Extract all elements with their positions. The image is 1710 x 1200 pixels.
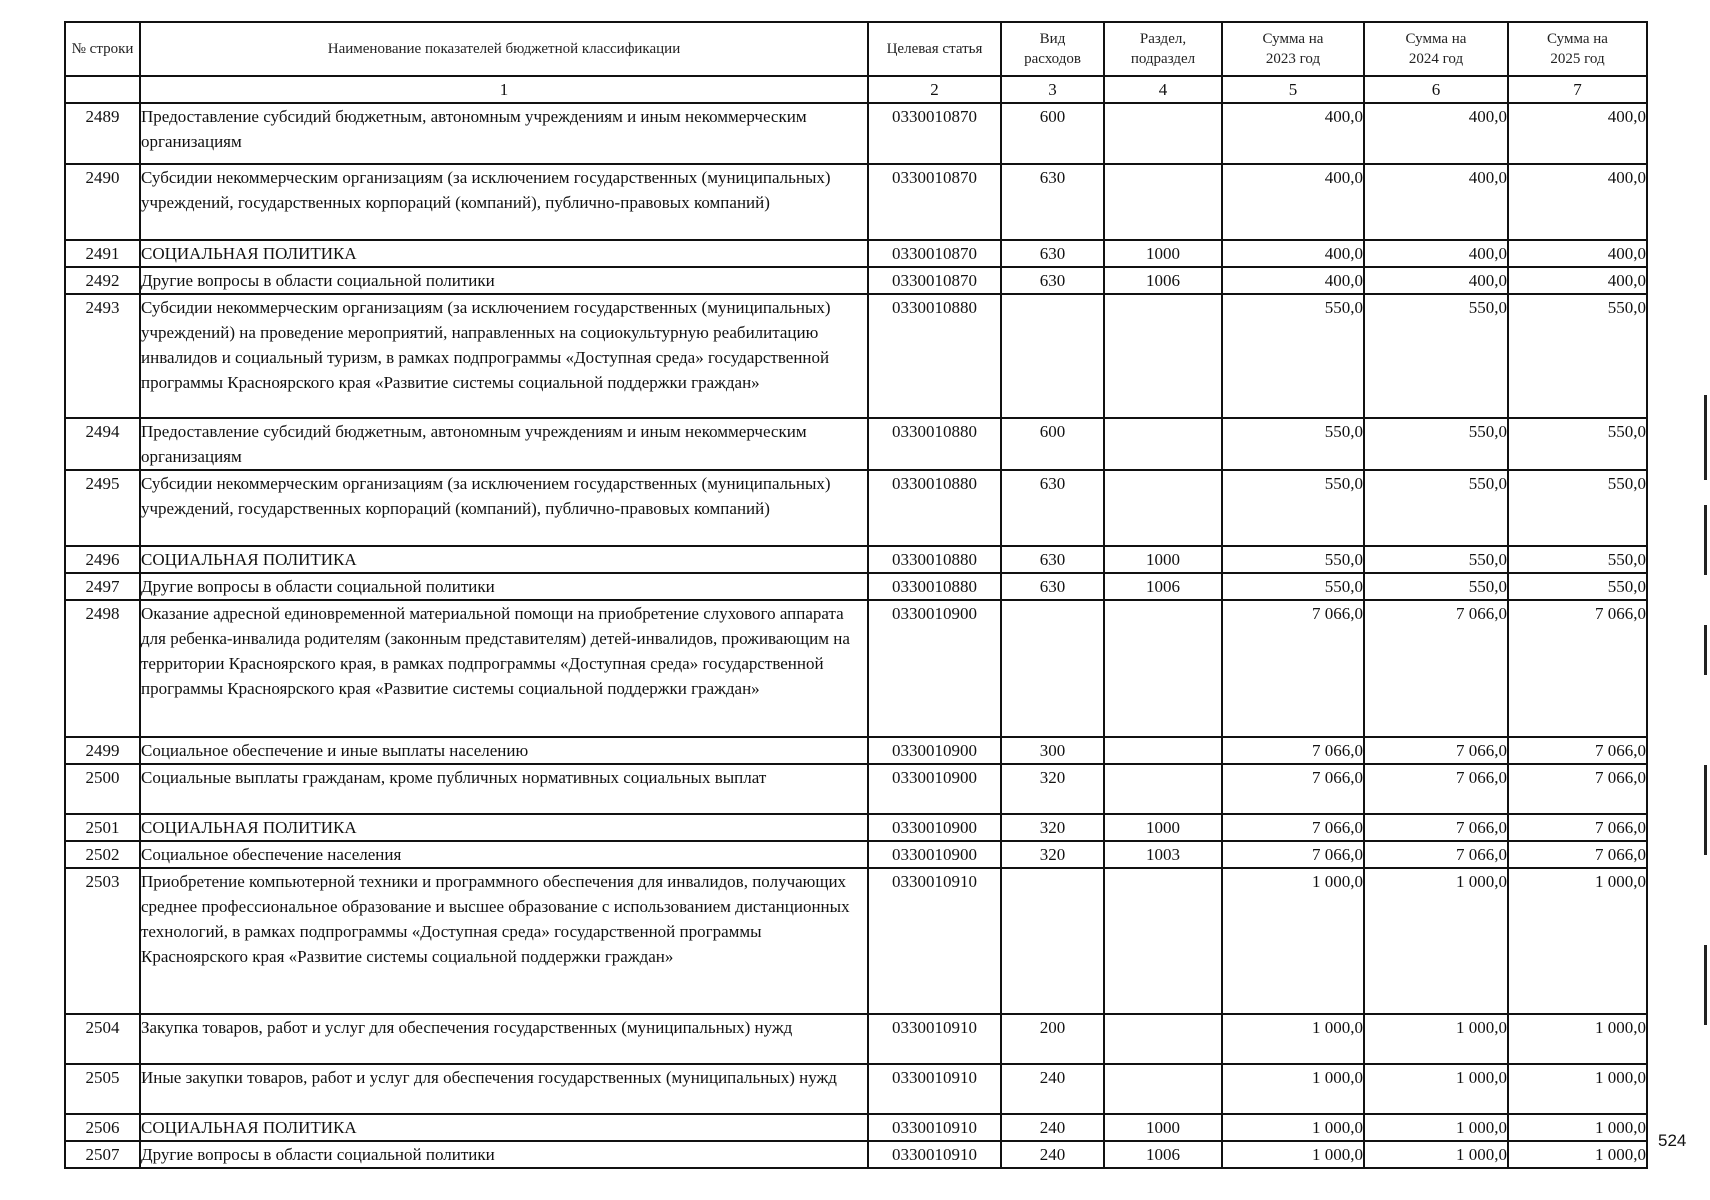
row-section [1104, 600, 1222, 737]
row-section [1104, 1064, 1222, 1114]
row-sum-2025: 1 000,0 [1508, 1064, 1647, 1114]
row-target-code: 0330010880 [868, 294, 1001, 418]
row-expense-type: 600 [1001, 103, 1104, 164]
row-name: Социальное обеспечение населения [140, 841, 868, 868]
row-name: Субсидии некоммерческим организациям (за исключением государственных (муниципальных) учреждений, государственных корпораций (компаний), публично-правовых компаний) [140, 470, 868, 546]
row-name: СОЦИАЛЬНАЯ ПОЛИТИКА [140, 1114, 868, 1141]
row-section: 1000 [1104, 240, 1222, 267]
row-section: 1003 [1104, 841, 1222, 868]
row-sum-2023: 400,0 [1222, 267, 1364, 294]
row-sum-2025: 400,0 [1508, 164, 1647, 240]
header-vid-line1: Вид [1039, 31, 1066, 47]
row-expense-type: 630 [1001, 546, 1104, 573]
row-sum-2023: 7 066,0 [1222, 737, 1364, 764]
table-row [65, 240, 1647, 267]
row-expense-type: 300 [1001, 737, 1104, 764]
table-row [65, 294, 1647, 418]
row-name: СОЦИАЛЬНАЯ ПОЛИТИКА [140, 546, 868, 573]
row-sum-2023: 550,0 [1222, 573, 1364, 600]
header-row [65, 22, 1647, 76]
column-number [65, 76, 140, 103]
column-number: 2 [868, 76, 1001, 103]
row-name: Иные закупки товаров, работ и услуг для обеспечения государственных (муниципальных) нужд [140, 1064, 868, 1114]
header-sum-2024-line1: Сумма на [1405, 31, 1467, 47]
row-section [1104, 1014, 1222, 1064]
row-section [1104, 294, 1222, 418]
row-number: 2489 [65, 103, 140, 164]
header-vid-line2: расходов [1024, 51, 1081, 67]
column-number: 3 [1001, 76, 1104, 103]
row-sum-2023: 1 000,0 [1222, 1064, 1364, 1114]
row-sum-2025: 7 066,0 [1508, 764, 1647, 814]
row-sum-2025: 550,0 [1508, 546, 1647, 573]
row-expense-type: 320 [1001, 764, 1104, 814]
row-sum-2025: 7 066,0 [1508, 737, 1647, 764]
table-row [65, 1014, 1647, 1064]
column-number: 7 [1508, 76, 1647, 103]
header-sum-2023-line1: Сумма на [1262, 31, 1324, 47]
row-sum-2024: 1 000,0 [1364, 1014, 1508, 1064]
header-razdel [1104, 22, 1222, 76]
header-code: Целевая статья [868, 22, 1001, 76]
row-sum-2025: 400,0 [1508, 103, 1647, 164]
row-sum-2023: 1 000,0 [1222, 1141, 1364, 1168]
row-expense-type [1001, 868, 1104, 1014]
row-name: Приобретение компьютерной техники и программного обеспечения для инвалидов, получающих среднее профессиональное образование и высшее образование с использованием дистанционных технологий, в рамках подпрограммы «Доступная среда» государственной программы Красноярского края «Развитие системы социальной поддержки граждан» [140, 868, 868, 1014]
row-name: Закупка товаров, работ и услуг для обеспечения государственных (муниципальных) нужд [140, 1014, 868, 1064]
column-number-row [65, 76, 1647, 103]
row-sum-2024: 550,0 [1364, 470, 1508, 546]
scan-edge-mark [1704, 625, 1707, 675]
row-number: 2495 [65, 470, 140, 546]
table-row [65, 841, 1647, 868]
header-sum-2025 [1508, 22, 1647, 76]
row-sum-2023: 550,0 [1222, 418, 1364, 470]
header-name: Наименование показателей бюджетной классификации [140, 22, 868, 76]
header-sum-2025-line2: 2025 год [1550, 51, 1605, 67]
table-row [65, 470, 1647, 546]
row-sum-2025: 400,0 [1508, 240, 1647, 267]
header-vid [1001, 22, 1104, 76]
header-sum-2023 [1222, 22, 1364, 76]
table-row [65, 764, 1647, 814]
row-target-code: 0330010910 [868, 1064, 1001, 1114]
row-name: Другие вопросы в области социальной политики [140, 1141, 868, 1168]
header-sum-2024-line2: 2024 год [1408, 51, 1464, 67]
row-target-code: 0330010900 [868, 814, 1001, 841]
budget-table [64, 21, 1648, 1169]
row-sum-2024: 7 066,0 [1364, 600, 1508, 737]
row-target-code: 0330010910 [868, 868, 1001, 1014]
row-section [1104, 164, 1222, 240]
column-number: 4 [1104, 76, 1222, 103]
table-row [65, 546, 1647, 573]
row-name: Субсидии некоммерческим организациям (за исключением государственных (муниципальных) учреждений, государственных корпораций (компаний), публично-правовых компаний) [140, 164, 868, 240]
row-sum-2024: 7 066,0 [1364, 737, 1508, 764]
row-number: 2497 [65, 573, 140, 600]
header-row-no: № строки [65, 22, 140, 76]
row-target-code: 0330010870 [868, 267, 1001, 294]
row-expense-type: 630 [1001, 267, 1104, 294]
scan-edge-mark [1704, 505, 1707, 575]
row-number: 2491 [65, 240, 140, 267]
table-row [65, 103, 1647, 164]
row-name: СОЦИАЛЬНАЯ ПОЛИТИКА [140, 814, 868, 841]
row-sum-2024: 1 000,0 [1364, 868, 1508, 1014]
row-target-code: 0330010910 [868, 1141, 1001, 1168]
row-sum-2023: 400,0 [1222, 164, 1364, 240]
header-sum-2025-line1: Сумма на [1547, 31, 1608, 47]
row-target-code: 0330010880 [868, 418, 1001, 470]
row-sum-2025: 550,0 [1508, 470, 1647, 546]
row-sum-2023: 1 000,0 [1222, 1014, 1364, 1064]
row-section [1104, 103, 1222, 164]
row-section: 1000 [1104, 814, 1222, 841]
row-target-code: 0330010880 [868, 546, 1001, 573]
row-sum-2023: 550,0 [1222, 546, 1364, 573]
row-number: 2506 [65, 1114, 140, 1141]
row-target-code: 0330010880 [868, 573, 1001, 600]
row-sum-2024: 1 000,0 [1364, 1064, 1508, 1114]
row-expense-type: 630 [1001, 470, 1104, 546]
row-number: 2500 [65, 764, 140, 814]
row-section: 1000 [1104, 1114, 1222, 1141]
row-sum-2025: 7 066,0 [1508, 600, 1647, 737]
row-sum-2023: 1 000,0 [1222, 868, 1364, 1014]
row-name: Другие вопросы в области социальной политики [140, 267, 868, 294]
row-expense-type: 630 [1001, 240, 1104, 267]
row-sum-2025: 1 000,0 [1508, 1114, 1647, 1141]
row-expense-type: 320 [1001, 841, 1104, 868]
row-sum-2024: 400,0 [1364, 164, 1508, 240]
header-sum-2024 [1364, 22, 1508, 76]
row-sum-2023: 550,0 [1222, 294, 1364, 418]
row-target-code: 0330010900 [868, 737, 1001, 764]
table-body [65, 103, 1647, 1168]
row-name: Субсидии некоммерческим организациям (за исключением государственных (муниципальных) учреждений) на проведение мероприятий, направленных на социокультурную реабилитацию инвалидов и социальный туризм, в рамках подпрограммы «Доступная среда» государственной программы Красноярского края «Развитие системы социальной поддержки граждан» [140, 294, 868, 418]
row-sum-2024: 7 066,0 [1364, 841, 1508, 868]
row-target-code: 0330010880 [868, 470, 1001, 546]
scan-edge-mark [1704, 395, 1707, 480]
scan-edge-mark [1704, 765, 1707, 855]
row-sum-2025: 1 000,0 [1508, 1014, 1647, 1064]
row-section: 1006 [1104, 267, 1222, 294]
row-number: 2498 [65, 600, 140, 737]
row-sum-2025: 550,0 [1508, 418, 1647, 470]
table-row [65, 1064, 1647, 1114]
table-row [65, 164, 1647, 240]
page-number: 524 [1658, 1131, 1687, 1150]
row-expense-type: 320 [1001, 814, 1104, 841]
table-row [65, 573, 1647, 600]
table-row [65, 1114, 1647, 1141]
row-sum-2023: 7 066,0 [1222, 841, 1364, 868]
row-number: 2504 [65, 1014, 140, 1064]
row-target-code: 0330010910 [868, 1014, 1001, 1064]
header-razdel-line2: подраздел [1130, 51, 1196, 67]
row-expense-type [1001, 600, 1104, 737]
row-section [1104, 868, 1222, 1014]
row-target-code: 0330010910 [868, 1114, 1001, 1141]
row-sum-2025: 1 000,0 [1508, 868, 1647, 1014]
row-sum-2024: 7 066,0 [1364, 764, 1508, 814]
row-expense-type [1001, 294, 1104, 418]
row-expense-type: 240 [1001, 1114, 1104, 1141]
row-expense-type: 630 [1001, 573, 1104, 600]
row-sum-2024: 550,0 [1364, 573, 1508, 600]
table-row [65, 1141, 1647, 1168]
row-section [1104, 764, 1222, 814]
row-expense-type: 240 [1001, 1064, 1104, 1114]
column-number: 5 [1222, 76, 1364, 103]
scan-edge-mark [1704, 945, 1707, 1025]
row-target-code: 0330010900 [868, 764, 1001, 814]
column-number: 6 [1364, 76, 1508, 103]
row-sum-2025: 400,0 [1508, 267, 1647, 294]
table-row [65, 737, 1647, 764]
row-expense-type: 200 [1001, 1014, 1104, 1064]
row-sum-2023: 550,0 [1222, 470, 1364, 546]
row-expense-type: 630 [1001, 164, 1104, 240]
row-name: Предоставление субсидий бюджетным, автономным учреждениям и иным некоммерческим организациям [140, 418, 868, 470]
row-sum-2024: 550,0 [1364, 294, 1508, 418]
row-sum-2024: 7 066,0 [1364, 814, 1508, 841]
row-number: 2493 [65, 294, 140, 418]
row-sum-2024: 400,0 [1364, 240, 1508, 267]
row-sum-2024: 550,0 [1364, 418, 1508, 470]
row-sum-2023: 7 066,0 [1222, 600, 1364, 737]
row-number: 2503 [65, 868, 140, 1014]
row-number: 2505 [65, 1064, 140, 1114]
row-sum-2023: 400,0 [1222, 103, 1364, 164]
header-sum-2023-line2: 2023 год [1265, 51, 1321, 67]
row-sum-2025: 7 066,0 [1508, 814, 1647, 841]
row-section: 1006 [1104, 573, 1222, 600]
table-row [65, 868, 1647, 1014]
table-row [65, 600, 1647, 737]
row-target-code: 0330010870 [868, 103, 1001, 164]
row-name: Предоставление субсидий бюджетным, автономным учреждениям и иным некоммерческим организациям [140, 103, 868, 164]
row-sum-2024: 400,0 [1364, 103, 1508, 164]
row-target-code: 0330010870 [868, 240, 1001, 267]
row-number: 2507 [65, 1141, 140, 1168]
header-razdel-line1: Раздел, [1139, 31, 1187, 47]
row-sum-2024: 1 000,0 [1364, 1114, 1508, 1141]
table-row [65, 418, 1647, 470]
row-number: 2490 [65, 164, 140, 240]
row-number: 2494 [65, 418, 140, 470]
row-number: 2496 [65, 546, 140, 573]
row-sum-2024: 1 000,0 [1364, 1141, 1508, 1168]
row-sum-2025: 550,0 [1508, 573, 1647, 600]
row-sum-2025: 7 066,0 [1508, 841, 1647, 868]
row-sum-2024: 550,0 [1364, 546, 1508, 573]
row-name: СОЦИАЛЬНАЯ ПОЛИТИКА [140, 240, 868, 267]
row-expense-type: 600 [1001, 418, 1104, 470]
row-sum-2025: 1 000,0 [1508, 1141, 1647, 1168]
row-target-code: 0330010900 [868, 600, 1001, 737]
row-section [1104, 737, 1222, 764]
row-number: 2501 [65, 814, 140, 841]
row-sum-2025: 550,0 [1508, 294, 1647, 418]
row-sum-2024: 400,0 [1364, 267, 1508, 294]
row-sum-2023: 7 066,0 [1222, 814, 1364, 841]
row-sum-2023: 7 066,0 [1222, 764, 1364, 814]
column-number: 1 [140, 76, 868, 103]
row-number: 2492 [65, 267, 140, 294]
row-section: 1000 [1104, 546, 1222, 573]
row-sum-2023: 400,0 [1222, 240, 1364, 267]
row-target-code: 0330010870 [868, 164, 1001, 240]
row-sum-2023: 1 000,0 [1222, 1114, 1364, 1141]
table-row [65, 267, 1647, 294]
row-number: 2499 [65, 737, 140, 764]
row-name: Другие вопросы в области социальной политики [140, 573, 868, 600]
row-target-code: 0330010900 [868, 841, 1001, 868]
row-number: 2502 [65, 841, 140, 868]
row-name: Оказание адресной единовременной материальной помощи на приобретение слухового аппарата для ребенка-инвалида родителям (законным представителям) детей-инвалидов, проживающим на территории Красноярского края, в рамках подпрограммы «Доступная среда» государственной программы Красноярского края «Развитие системы социальной поддержки граждан» [140, 600, 868, 737]
row-section [1104, 470, 1222, 546]
row-name: Социальное обеспечение и иные выплаты населению [140, 737, 868, 764]
row-section: 1006 [1104, 1141, 1222, 1168]
row-name: Социальные выплаты гражданам, кроме публичных нормативных социальных выплат [140, 764, 868, 814]
row-section [1104, 418, 1222, 470]
table-row [65, 814, 1647, 841]
row-expense-type: 240 [1001, 1141, 1104, 1168]
